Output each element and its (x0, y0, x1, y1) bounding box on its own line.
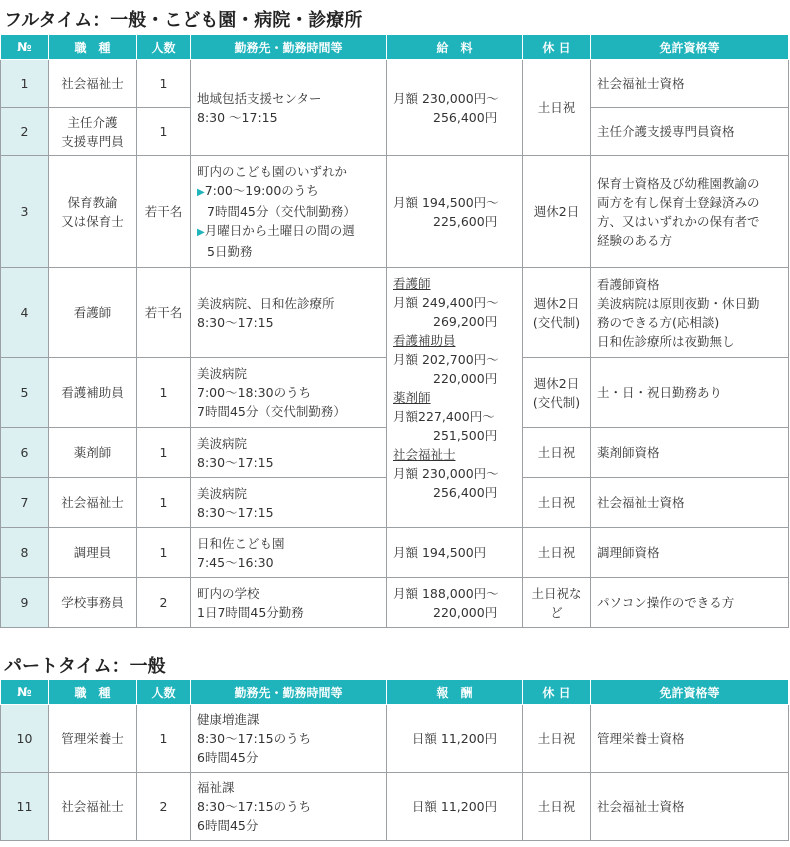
row-place (191, 528, 387, 578)
row-salary-merged (387, 268, 523, 528)
row-place (191, 156, 387, 268)
salary-label: 看護師 (393, 276, 431, 291)
header-job: 職 種 (49, 680, 137, 705)
row-place (191, 268, 387, 358)
row-job: 社会福祉士 (49, 773, 137, 841)
row-no: 3 (1, 156, 49, 268)
header-no: № (1, 680, 49, 705)
row-holiday: 週休2日 (523, 156, 591, 268)
header-holiday: 休 日 (523, 35, 591, 60)
header-holiday: 休 日 (523, 680, 591, 705)
row-no: 9 (1, 578, 49, 628)
job-line: 保育教諭 (67, 194, 118, 210)
job-line: 薬剤師 (73, 445, 112, 460)
salary-line: 月額 249,400円～ (393, 295, 499, 310)
row-qual: 社会福祉士資格 (591, 773, 789, 841)
place-line: 8:30～17:15 (197, 314, 274, 330)
row-job (49, 156, 137, 268)
qual-line: 務のできる方(応相談) (597, 314, 720, 330)
triangle-right-icon: ▶ (197, 187, 205, 198)
salary-line: 月額 194,500円～ (393, 194, 499, 210)
row-count: 2 (137, 773, 191, 841)
header-place: 勤務先・勤務時間等 (191, 35, 387, 60)
salary-upper: 256,400円 (433, 109, 498, 125)
place-line: 美波病院 (197, 366, 248, 381)
row-count: 1 (137, 705, 191, 773)
place-line: 8:30～17:15 (197, 504, 274, 520)
row-qual (591, 478, 789, 528)
salary-upper: 220,000円 (433, 371, 498, 386)
place-line: 福祉課 (197, 780, 235, 795)
fulltime-table (0, 34, 789, 628)
row-no: 5 (1, 358, 49, 428)
holiday-line: (交代制) (532, 394, 581, 410)
row-qual (591, 428, 789, 478)
place-line: 8:30～17:15のうち (197, 799, 312, 814)
parttime-header-row (1, 680, 789, 705)
salary-line: 月額 202,700円～ (393, 352, 499, 367)
salary-upper: 225,600円 (433, 213, 498, 229)
row-no: 2 (1, 108, 49, 156)
row-no: 8 (1, 528, 49, 578)
place-line: 5日勤務 (207, 244, 253, 259)
table-row (1, 705, 789, 773)
row-qual (591, 528, 789, 578)
row-salary (387, 578, 523, 628)
job-line: 調理員 (73, 545, 112, 560)
row-place (191, 705, 387, 773)
fulltime-section-title: フルタイム：一般・こども園・病院・診療所 (4, 10, 363, 31)
table-row (1, 528, 789, 578)
salary-upper: 220,000円 (433, 604, 498, 620)
holiday-line: ど (550, 604, 563, 620)
row-salary (387, 60, 523, 156)
place-line: 7:45～16:30 (197, 554, 274, 570)
job-line: 学校事務員 (61, 595, 124, 610)
row-qual: 管理栄養士資格 (591, 705, 789, 773)
place-line: 日和佐こども園 (197, 535, 285, 551)
header-job: 職 種 (49, 35, 137, 60)
place-line: 7:00～18:30のうち (197, 385, 312, 400)
row-place (191, 578, 387, 628)
row-holiday: 土日祝 (523, 60, 591, 156)
place-line: 町内のこども園のいずれか (197, 164, 348, 179)
row-count: 若干名 (137, 156, 191, 268)
row-count: 1 (137, 478, 191, 528)
row-no: 7 (1, 478, 49, 528)
qual-line: 社会福祉士資格 (597, 76, 685, 91)
place-line: 健康増進課 (197, 712, 260, 727)
place-text: 月曜日から土曜日の間の週 (204, 223, 355, 238)
row-holiday: 土日祝 (523, 428, 591, 478)
salary-line: 月額 230,000円～ (393, 90, 499, 106)
row-job (49, 428, 137, 478)
place-line: 6時間45分 (197, 818, 259, 833)
place-line (197, 221, 380, 242)
table-row (1, 156, 789, 268)
job-line: 主任介護 (67, 114, 118, 130)
row-holiday (523, 268, 591, 358)
row-holiday: 土日祝 (523, 773, 591, 841)
row-count: 1 (137, 60, 191, 108)
table-row (1, 60, 789, 108)
salary-upper: 251,500円 (433, 428, 498, 443)
qual-line: 社会福祉士資格 (597, 495, 685, 510)
header-qual: 免許資格等 (591, 35, 789, 60)
row-holiday: 土日祝 (523, 528, 591, 578)
fulltime-header-row (1, 35, 789, 60)
row-qual (591, 578, 789, 628)
table-row (1, 578, 789, 628)
row-job (49, 108, 137, 156)
row-count: 1 (137, 428, 191, 478)
row-qual (591, 60, 789, 108)
table-row (1, 268, 789, 358)
place-line: 8:30～17:15 (197, 454, 274, 470)
salary-line: 月額 230,000円～ (393, 466, 499, 481)
row-holiday: 土日祝 (523, 705, 591, 773)
row-job (49, 268, 137, 358)
row-place (191, 773, 387, 841)
row-no: 11 (1, 773, 49, 841)
place-line: 6時間45分 (197, 750, 259, 765)
row-job (49, 358, 137, 428)
qual-line: 主任介護支援専門員資格 (597, 124, 735, 139)
header-place: 勤務先・勤務時間等 (191, 680, 387, 705)
qual-line: 方、又はいずれかの保有者で (597, 213, 760, 229)
header-count: 人数 (137, 35, 191, 60)
place-line: 8:30 ～17:15 (197, 109, 278, 125)
header-salary: 給 料 (387, 35, 523, 60)
job-line: 支援専門員 (61, 133, 124, 149)
row-job: 管理栄養士 (49, 705, 137, 773)
row-no: 6 (1, 428, 49, 478)
qual-line: 薬剤師資格 (597, 445, 660, 460)
qual-line: 土・日・祝日勤務あり (597, 385, 723, 400)
qual-line: 経験のある方 (597, 232, 673, 248)
row-count: 2 (137, 578, 191, 628)
place-line: 美波病院 (197, 485, 248, 501)
salary-line: 月額 188,000円～ (393, 585, 499, 601)
qual-line: 両方を有し保育士登録済みの (597, 194, 760, 210)
row-count: 若干名 (137, 268, 191, 358)
row-job (49, 578, 137, 628)
row-qual (591, 156, 789, 268)
row-job (49, 60, 137, 108)
row-place (191, 428, 387, 478)
row-holiday (523, 578, 591, 628)
row-no: 10 (1, 705, 49, 773)
row-place (191, 60, 387, 156)
job-line: 社会福祉士 (61, 76, 124, 91)
place-line (197, 181, 380, 202)
header-qual: 免許資格等 (591, 680, 789, 705)
qual-line: 看護師資格 (597, 276, 660, 292)
row-count: 1 (137, 108, 191, 156)
row-qual (591, 358, 789, 428)
row-salary: 日額 11,200円 (387, 705, 523, 773)
job-line: 看護補助員 (61, 385, 124, 400)
salary-label: 社会福祉士 (393, 447, 456, 462)
header-salary: 報 酬 (387, 680, 523, 705)
qual-line: パソコン操作のできる方 (597, 595, 735, 610)
qual-line: 美波病院は原則夜勤・休日勤 (597, 295, 760, 311)
place-line: 8:30～17:15のうち (197, 731, 312, 746)
row-place (191, 358, 387, 428)
row-no: 1 (1, 60, 49, 108)
row-salary: 日額 11,200円 (387, 773, 523, 841)
header-count: 人数 (137, 680, 191, 705)
place-line: 1日7時間45分勤務 (197, 604, 304, 620)
row-job (49, 478, 137, 528)
row-qual (591, 268, 789, 358)
parttime-section-title: パートタイム：一般 (4, 656, 166, 677)
salary-line: 月額227,400円～ (393, 409, 495, 424)
row-holiday (523, 358, 591, 428)
row-salary (387, 156, 523, 268)
holiday-line: 週休2日 (533, 295, 580, 311)
place-line: 美波病院 (197, 435, 248, 451)
row-no: 4 (1, 268, 49, 358)
row-holiday: 土日祝 (523, 478, 591, 528)
job-line: 社会福祉士 (61, 495, 124, 510)
qual-line: 日和佐診療所は夜勤無し (597, 333, 735, 349)
place-line: 町内の学校 (197, 585, 260, 601)
qual-line: 調理師資格 (597, 545, 660, 560)
row-salary (387, 528, 523, 578)
salary-label: 薬剤師 (393, 390, 431, 405)
table-row (1, 773, 789, 841)
holiday-line: (交代制) (532, 314, 581, 330)
place-line: 7時間45分（交代制勤務） (207, 204, 356, 219)
row-count: 1 (137, 358, 191, 428)
header-no: № (1, 35, 49, 60)
holiday-line: 週休2日 (533, 375, 580, 391)
triangle-right-icon: ▶ (197, 227, 205, 238)
qual-line: 保育士資格及び幼稚園教諭の (597, 175, 760, 191)
job-line: 看護師 (73, 305, 112, 320)
row-place (191, 478, 387, 528)
salary-line: 月額 194,500円 (393, 545, 487, 560)
place-text: 7:00～19:00のうち (204, 183, 319, 198)
place-line: 美波病院、日和佐診療所 (197, 295, 335, 311)
salary-upper: 256,400円 (433, 485, 498, 500)
parttime-table (0, 679, 789, 841)
holiday-line: 土日祝な (531, 585, 582, 601)
place-line: 7時間45分（交代制勤務） (197, 404, 346, 419)
row-count: 1 (137, 528, 191, 578)
row-job (49, 528, 137, 578)
salary-upper: 269,200円 (433, 314, 498, 329)
row-qual (591, 108, 789, 156)
job-line: 又は保育士 (61, 213, 124, 229)
place-line: 地域包括支援センター (197, 90, 322, 106)
salary-label: 看護補助員 (393, 333, 456, 348)
